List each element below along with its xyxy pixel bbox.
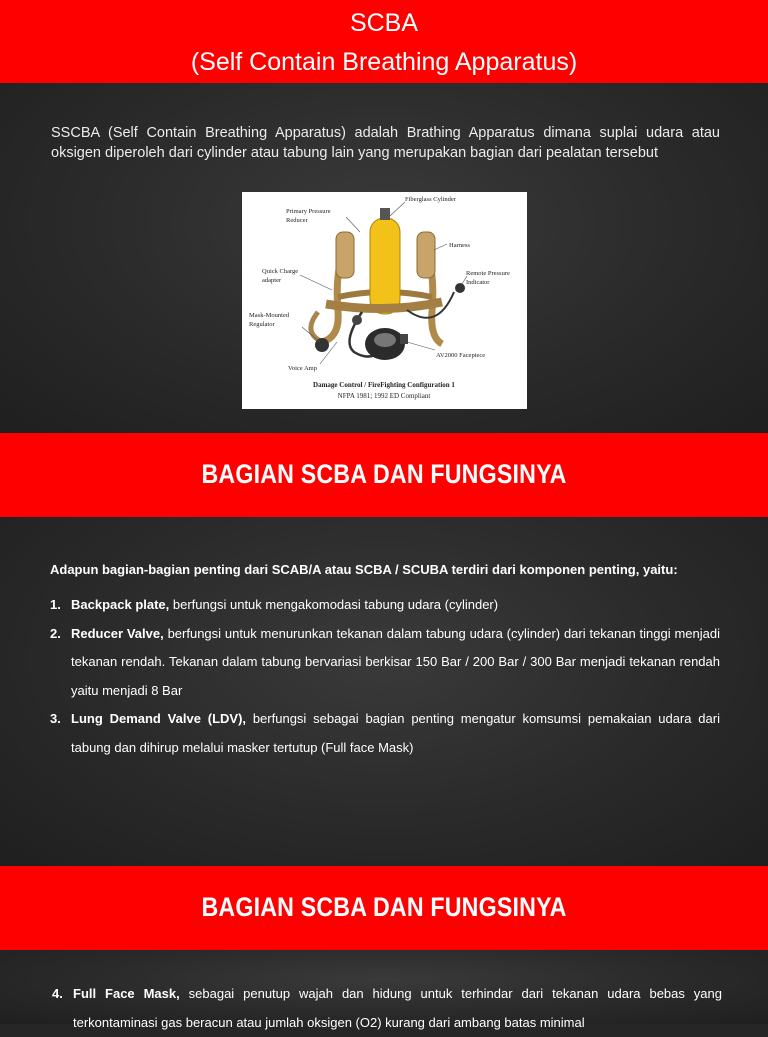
label-remote-2: Indicator: [466, 279, 490, 286]
diagram-caption: Damage Control / FireFighting Configuration 1: [313, 381, 455, 389]
label-harness: Harness: [449, 242, 470, 249]
slide2-body: [0, 517, 768, 866]
slide1-title: SCBA: [349, 9, 419, 37]
item-number: 4.: [52, 986, 63, 1001]
slide3-heading: BAGIAN SCBA DAN FUNGSINYA: [201, 892, 567, 922]
list-item: [50, 620, 720, 706]
label-facepiece: AV2000 Facepiece: [436, 352, 486, 359]
item-text: berfungsi sebagai bagian penting mengatur komsumsi pemakaian udara dari tabung dan dihirup melalui masker tertutup (Full face Mask): [71, 711, 720, 755]
label-quick-2: adapter: [262, 277, 282, 284]
list-item: [50, 705, 720, 762]
item-term: Reducer Valve,: [71, 625, 164, 641]
item-number: 1.: [50, 597, 61, 612]
component-list-continued: [52, 980, 722, 1037]
label-mask-1: Mask-Mounted: [249, 312, 290, 319]
slide1-body: [0, 83, 768, 433]
diagram-caption-sub: NFPA 1981; 1992 ED Compliant: [337, 392, 431, 400]
item-number: 2.: [50, 625, 61, 641]
item-term: Backpack plate,: [71, 597, 170, 612]
list-item: [52, 980, 722, 1037]
lead-text: Adapun bagian-bagian penting dari SCAB/A atau SCBA / SCUBA terdiri dari komponen penting, yaitu:: [50, 562, 678, 577]
slide3-title-bar: [0, 866, 768, 950]
item-number: 3.: [50, 711, 61, 727]
label-primary-1: Primary Pressure: [286, 208, 331, 215]
slide1-title-bar: [0, 0, 768, 83]
item-term: Full Face Mask,: [73, 986, 180, 1001]
list-item: [50, 591, 720, 620]
slide3-body: [0, 950, 768, 1030]
slide2-heading: BAGIAN SCBA DAN FUNGSINYA: [201, 459, 567, 489]
slide2-title-bar: [0, 433, 768, 517]
label-quick-1: Quick Charge: [262, 268, 299, 275]
intro-paragraph: SSCBA (Self Contain Breathing Apparatus) adalah Brathing Apparatus dimana suplai udara atau oksigen diperoleh dari cylinder atau tabung lain yang merupakan bagian dari pealatan tersebut: [51, 125, 720, 161]
label-voice: Voice Amp: [288, 365, 317, 372]
item-term: Lung Demand Valve (LDV),: [71, 711, 247, 727]
label-mask-2: Regulator: [249, 321, 275, 328]
label-primary-2: Reducer: [286, 217, 308, 224]
scba-diagram: [242, 192, 527, 409]
item-text: berfungsi untuk mengakomodasi tabung udara (cylinder): [169, 597, 499, 612]
item-text: berfungsi untuk menurunkan tekanan dalam tabung udara (cylinder) dari tekanan tinggi menjadi tekanan rendah. Tekanan dalam tabung bervariasi berkisar 150 Bar / 200 Bar / 300 Bar menjadi tekanan rendah yaitu menjadi 8 Bar: [71, 625, 720, 698]
slide1-subtitle: (Self Contain Breathing Apparatus): [190, 48, 578, 76]
component-list: [50, 591, 720, 763]
item-text: sebagai penutup wajah dan hidung untuk terhindar dari tekanan udara bebas yang terkontaminasi gas beracun atau jumlah oksigen (O2) kurang dari ambang batas minimal: [73, 986, 722, 1030]
label-remote-1: Remote Pressure: [466, 270, 510, 277]
label-fiberglass: Fiberglass Cylinder: [405, 196, 456, 203]
cylinder: [370, 218, 400, 314]
